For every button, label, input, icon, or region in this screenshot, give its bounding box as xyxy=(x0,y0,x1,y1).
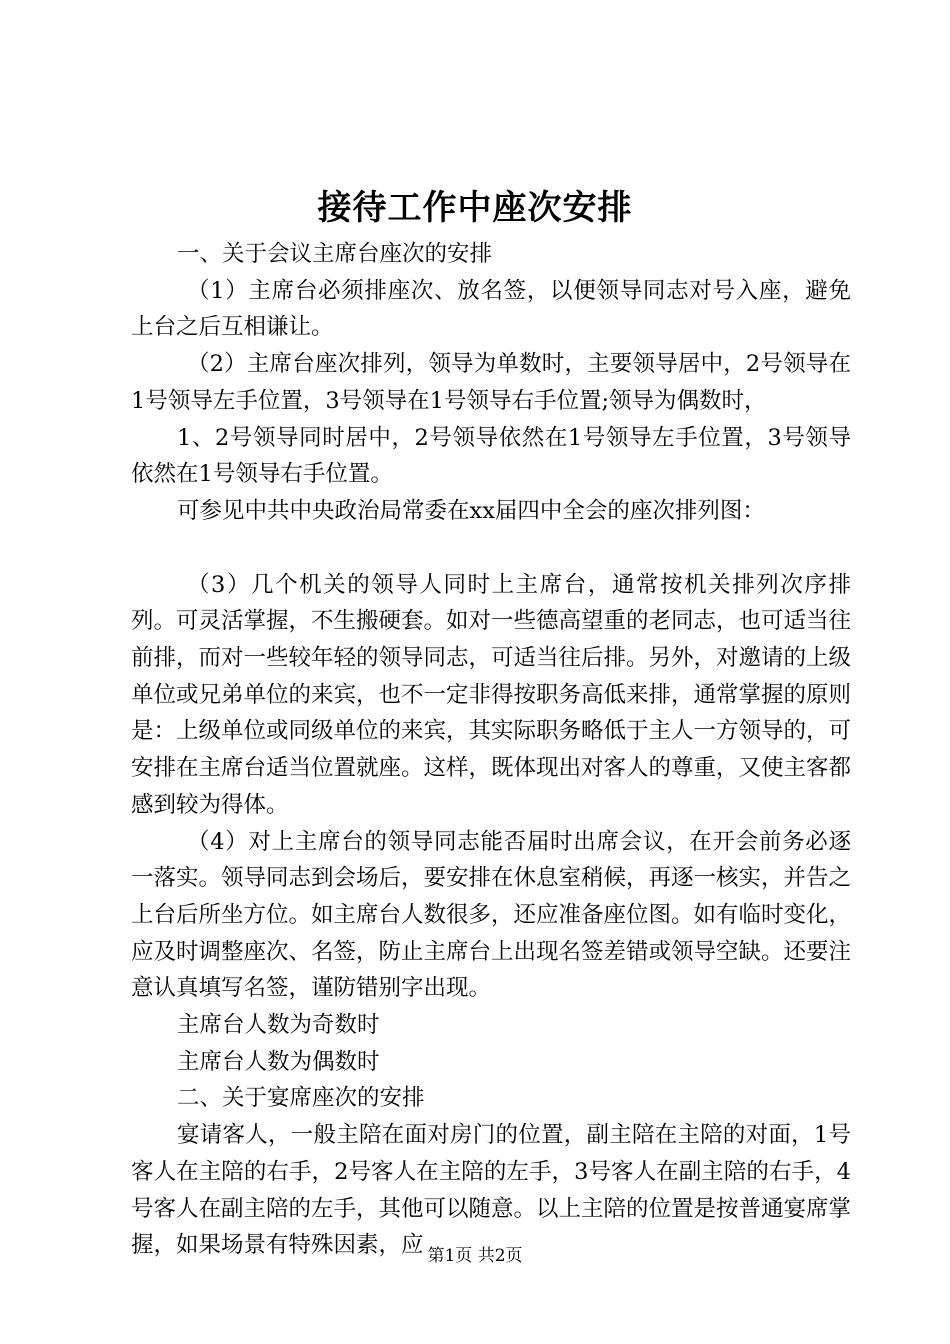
paragraph-item-3: （3）几个机关的领导人同时上主席台，通常按机关排列次序排列。可灵活掌握，不生搬硬套。如对一些德高望重的老同志，也可适当往前排，而对一些较年轻的领导同志，可适当往后排。另外，对邀请的上级单位或兄弟单位的来宾，也不一定非得按职务高低来排，通常掌握的原则是：上级单位或同级单位的来宾，其实际职务略低于主人一方领导的，可安排在主席台适当位置就座。这样，既体现出对客人的尊重，又使主客都感到较为得体。 xyxy=(131,571,852,818)
paragraph-even-leaders: 1、2号领导同时居中，2号领导依然在1号领导左手位置，3号领导依然在1号领导右手位置。 xyxy=(131,424,851,488)
paragraph-item-4: （4）对上主席台的领导同志能否届时出席会议，在开会前务必逐一落实。领导同志到会场后，要安排在休息室稍候，再逐一核实，并告之上台后所坐方位。如主席台人数很多，还应准备座位图。如有临时变化，应及时调整座次、名签，防止主席台上出现名签差错或领导空缺。还要注意认真填写名签，谨防错别字出现。 xyxy=(131,828,852,1002)
paragraph-reference: 可参见中共中央政治局常委在xx届四中全会的座次排列图： xyxy=(177,497,765,524)
caption-odd-count: 主席台人数为奇数时 xyxy=(177,1012,380,1039)
figure-placeholder xyxy=(131,530,851,567)
paragraph-banquet: 宴请客人，一般主陪在面对房门的位置，副主陪在主陪的对面，1号客人在主陪的右手，2号客人在主陪的左手，3号客人在副主陪的右手，4号客人在副主陪的左手，其他可以随意。以上主陪的位置是按普通宴席掌握，如果场景有特殊因素，应 xyxy=(131,1122,852,1259)
section-heading-banquet: 二、关于宴席座次的安排 xyxy=(177,1085,425,1112)
paragraph-item-1: （1）主席台必须排座次、放名签，以便领导同志对号入座，避免上台之后互相谦让。 xyxy=(131,277,851,341)
paragraph-item-2: （2）主席台座次排列，领导为单数时，主要领导居中，2号领导在1号领导左手位置，3号领导在1号领导右手位置;领导为偶数时， xyxy=(131,351,851,414)
caption-even-count: 主席台人数为偶数时 xyxy=(177,1048,380,1075)
document-body xyxy=(131,236,851,1264)
page-title: 接待工作中座次安排 xyxy=(317,188,633,228)
section-heading-meeting: 一、关于会议主席台座次的安排 xyxy=(177,241,493,267)
page-footer: 第1页 共2页 xyxy=(427,1246,523,1266)
